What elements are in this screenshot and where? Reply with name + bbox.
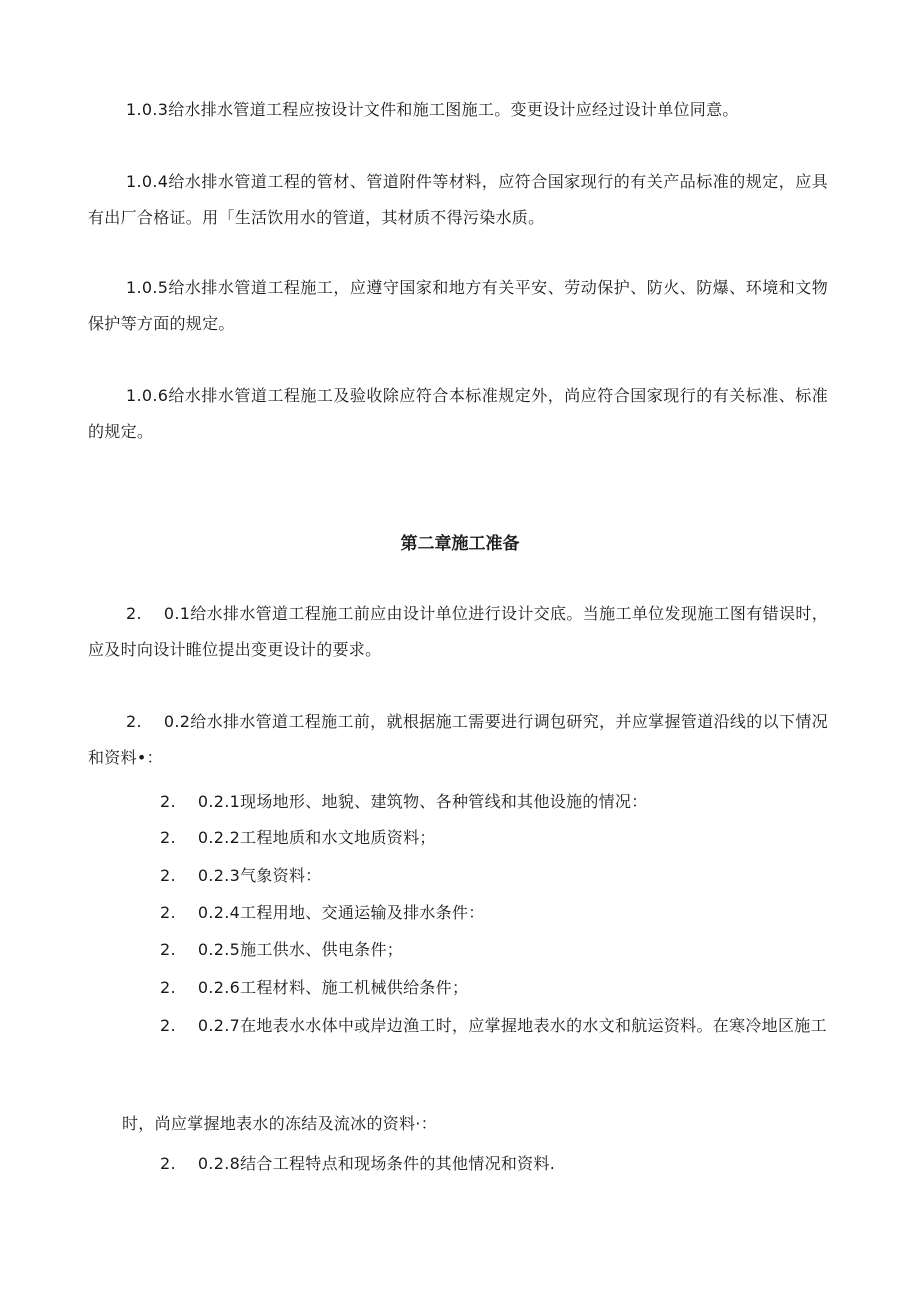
- paragraph-1-0-3: 1.0.3给水排水管道工程应按设计文件和施工图施工。变更设计应经过设计单位同意。: [126, 100, 739, 119]
- item-number: 2.: [160, 866, 176, 885]
- item-text: 0.2.7在地表水水体中或岸边渔工时，应掌握地表水的水文和航运资料。在寒冷地区施工: [197, 1016, 827, 1035]
- list-item: [160, 970, 830, 1006]
- list-item: [88, 1008, 828, 1044]
- item-text: 0.2.5施工供水、供电条件；: [197, 940, 404, 959]
- paragraph-2-0-1: [88, 596, 828, 668]
- list-item: [160, 932, 830, 968]
- paragraph-1-0-4: 1.0.4给水排水管道工程的管材、管道附件等材料，应符合国家现行的有关产品标准的规定，应具有出厂合格证。用「生活饮用水的管道，其材质不得污染水质。: [88, 172, 828, 227]
- item-number: 2.: [160, 940, 176, 959]
- paragraph-number: 2.: [126, 712, 142, 731]
- item-text: 0.2.2工程地质和水文地质资料；: [197, 828, 436, 847]
- list-item: [160, 820, 830, 856]
- item-number: 2.: [160, 828, 176, 847]
- paragraph-1-0-5: 1.0.5给水排水管道工程施工，应遵守国家和地方有关平安、劳动保护、防火、防爆、环境和文物保护等方面的规定。: [88, 278, 828, 333]
- item-text: 0.2.3气象资料：: [197, 866, 322, 885]
- paragraph-2-0-2: [88, 704, 828, 776]
- chapter-2-title: 第二章施工准备: [400, 534, 520, 554]
- paragraph-text: 0.2给水排水管道工程施工前，就根据施工需要进行调包研究，并应掌握管道沿线的以下情况和资料•：: [88, 712, 828, 767]
- item-number: 2.: [160, 792, 176, 811]
- item-number: 2.: [160, 1016, 176, 1035]
- item-text: 0.2.1现场地形、地貌、建筑物、各种管线和其他设施的情况：: [197, 792, 648, 811]
- item-text: 0.2.4工程用地、交通运输及排水条件：: [197, 903, 485, 922]
- continuation-text: 时，尚应掌握地表水的冻结及流冰的资料·：: [122, 1114, 438, 1133]
- item-text: 0.2.6工程材料、施工机械供给条件；: [197, 978, 469, 997]
- item-text: 0.2.8结合工程特点和现场条件的其他情况和资料.: [197, 1154, 556, 1173]
- item-number: 2.: [160, 1154, 176, 1173]
- paragraph-1-0-6: 1.0.6给水排水管道工程施工及验收除应符合本标准规定外，尚应符合国家现行的有关标准、标准的规定。: [88, 386, 828, 441]
- list-item: [160, 858, 830, 894]
- item-number: 2.: [160, 903, 176, 922]
- list-item: [160, 895, 830, 931]
- list-item: [160, 1146, 830, 1182]
- paragraph-text: 0.1给水排水管道工程施工前应由设计单位进行设计交底。当施工单位发现施工图有错误时，应及时向设计睢位提出变更设计的要求。: [88, 604, 828, 659]
- list-item: [160, 784, 830, 820]
- item-number: 2.: [160, 978, 176, 997]
- paragraph-number: 2.: [126, 604, 142, 623]
